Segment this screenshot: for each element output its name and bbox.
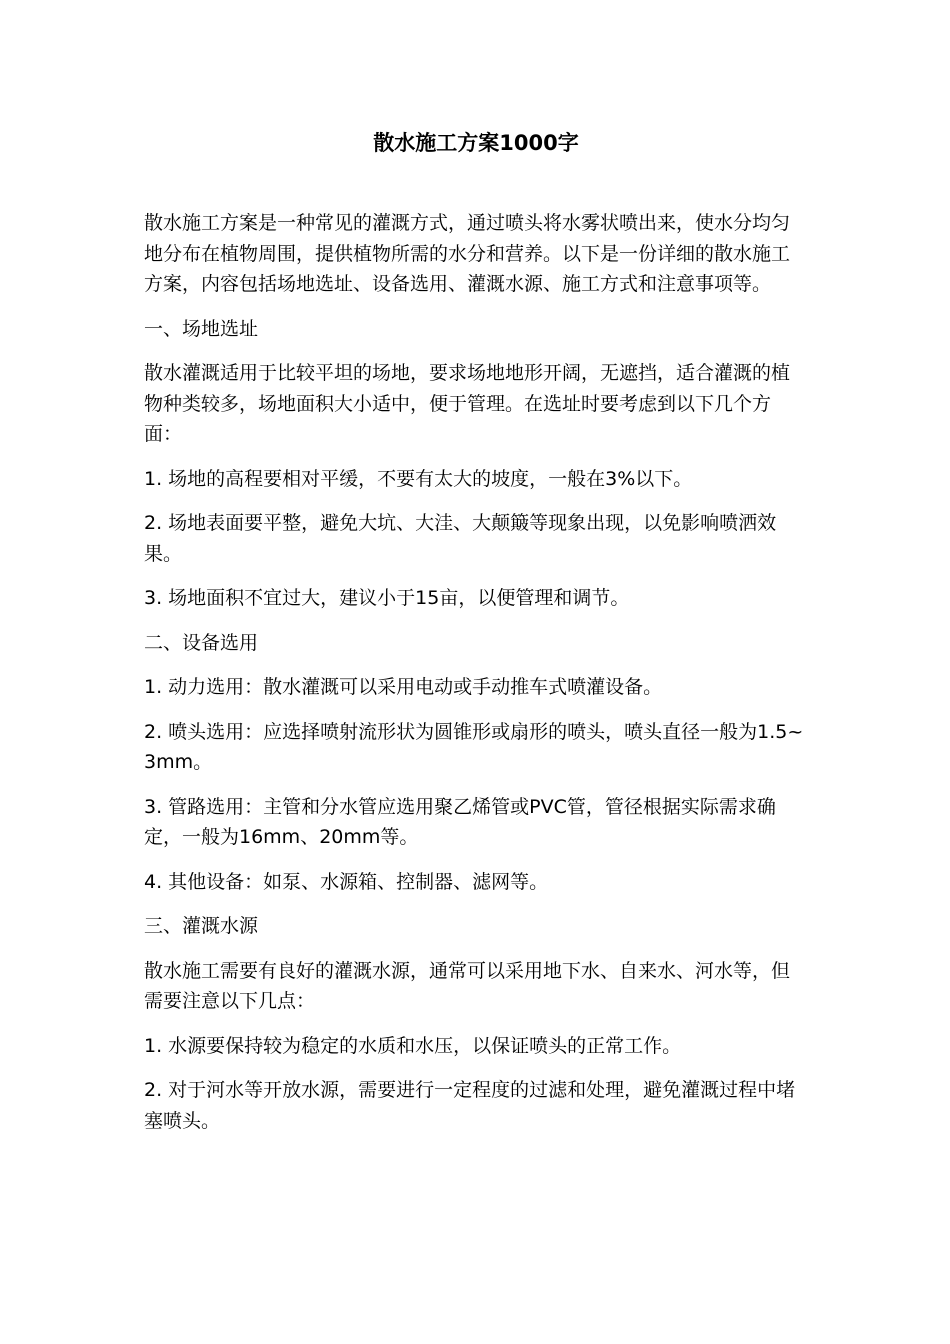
water-source-item-1: 1. 水源要保持较为稳定的水质和水压，以保证喷头的正常工作。 (144, 1034, 682, 1057)
site-item-2: 2. 场地表面要平整，避免大坑、大洼、大颠簸等现象出现，以免影响喷洒效果。 (144, 512, 777, 565)
equipment-item-3: 3. 管路选用：主管和分水管应选用聚乙烯管或PVC管，管径根据实际需求确定，一般为16mm、20mm等。 (144, 795, 776, 848)
water-source-item-2: 2. 对于河水等开放水源，需要进行一定程度的过滤和处理，避免灌溉过程中堵塞喷头。 (144, 1079, 796, 1132)
equipment-item-2: 2. 喷头选用：应选择喷射流形状为圆锥形或扇形的喷头，喷头直径一般为1.5~3mm。 (144, 720, 804, 773)
site-selection-paragraph: 散水灌溉适用于比较平坦的场地，要求场地地形开阔，无遮挡，适合灌溉的植物种类较多，场地面积大小适中，便于管理。在选址时要考虑到以下几个方面： (144, 362, 791, 445)
section-heading-water-source: 三、灌溉水源 (144, 915, 259, 937)
document-title: 散水施工方案1000字 (373, 131, 579, 155)
equipment-item-4: 4. 其他设备：如泵、水源箱、控制器、滤网等。 (144, 870, 549, 893)
intro-paragraph: 散水施工方案是一种常见的灌溉方式，通过喷头将水雾状喷出来，使水分均匀地分布在植物周围，提供植物所需的水分和营养。以下是一份详细的散水施工方案，内容包括场地选址、设备选用、灌溉水源、施工方式和注意事项等。 (144, 212, 791, 295)
equipment-item-1: 1. 动力选用：散水灌溉可以采用电动或手动推车式喷灌设备。 (144, 676, 663, 698)
section-heading-equipment: 二、设备选用 (144, 631, 259, 654)
water-source-paragraph: 散水施工需要有良好的灌溉水源，通常可以采用地下水、自来水、河水等，但需要注意以下几点： (144, 959, 791, 1012)
document-page (144, 128, 808, 1150)
section-heading-site-selection: 一、场地选址 (144, 317, 259, 340)
site-item-1: 1. 场地的高程要相对平缓，不要有太大的坡度，一般在3%以下。 (144, 467, 693, 490)
site-item-3: 3. 场地面积不宜过大，建议小于15亩，以便管理和调节。 (144, 587, 630, 609)
